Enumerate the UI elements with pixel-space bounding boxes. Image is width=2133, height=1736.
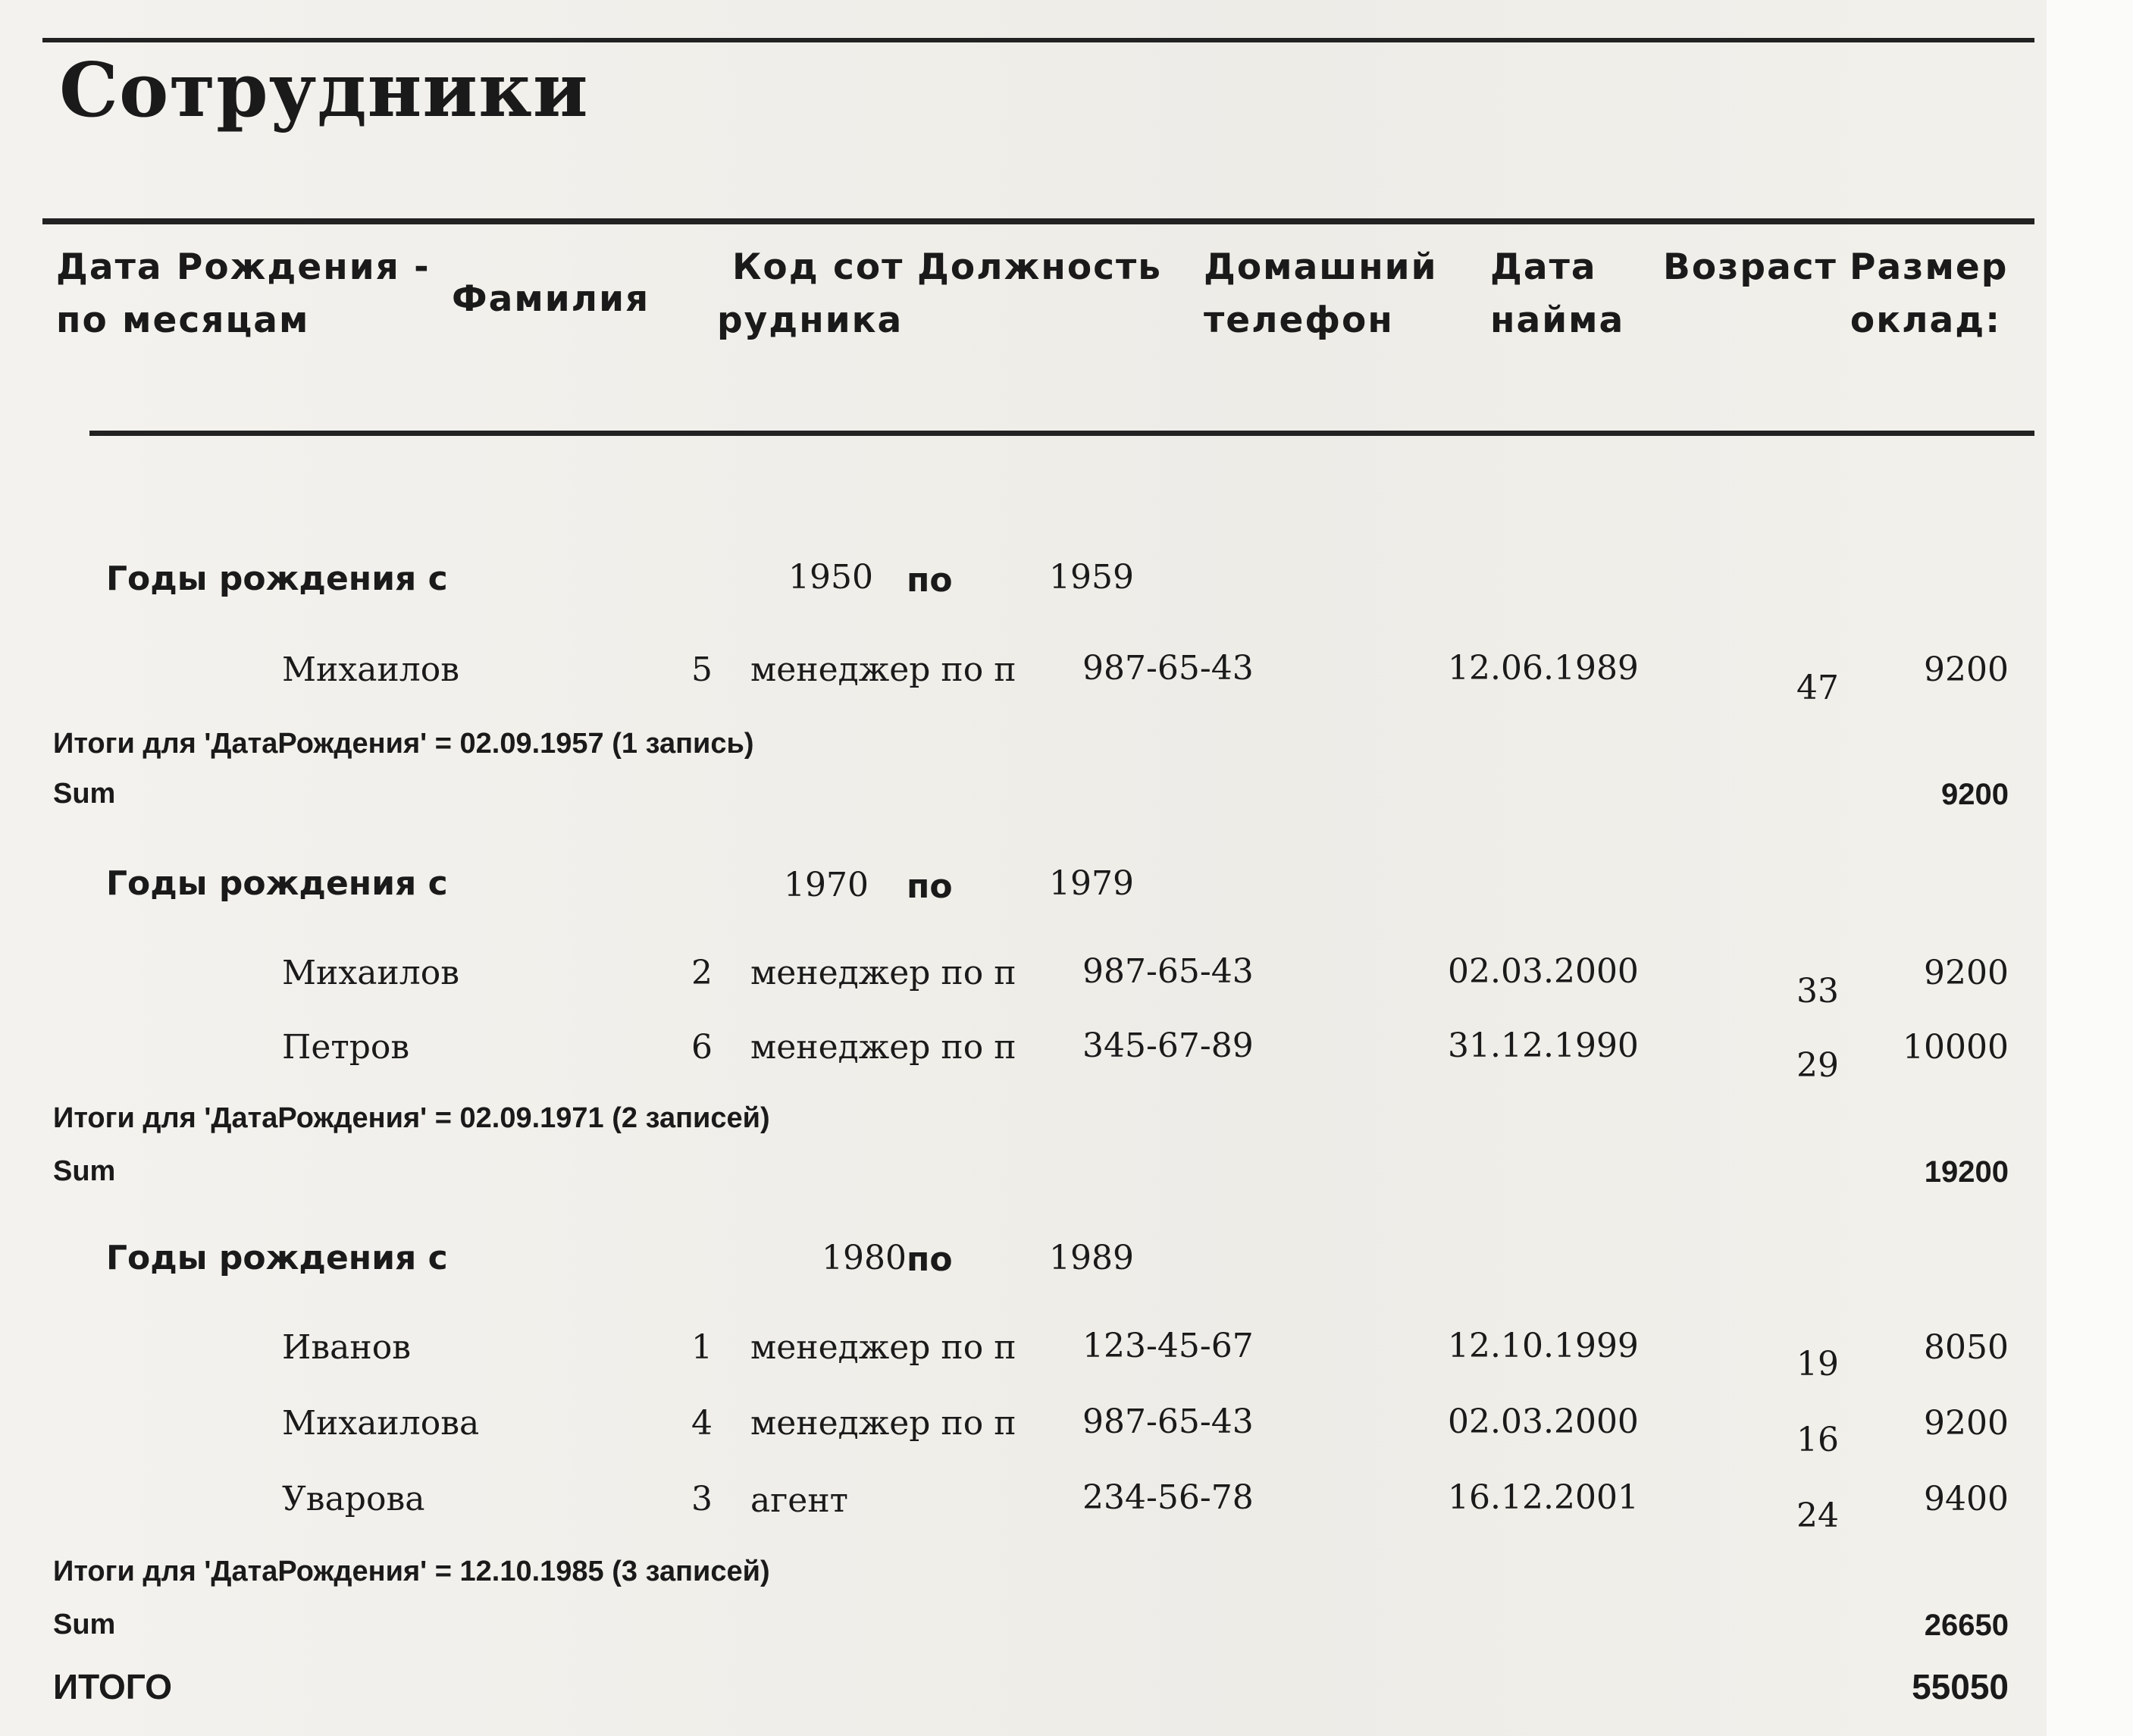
group-summary: Итоги для 'ДатаРождения' = 12.10.1985 (3 записей) bbox=[53, 1556, 770, 1587]
group-to-label: по bbox=[907, 867, 953, 906]
column-header-age: Возраст bbox=[1663, 246, 1837, 288]
header-bottom-rule bbox=[89, 431, 2034, 436]
group-to-year: 1979 bbox=[1049, 864, 1134, 903]
group-header-label: Годы рождения с bbox=[106, 559, 448, 598]
cell-phone: 987-65-43 bbox=[1082, 952, 1254, 991]
cell-age: 24 bbox=[1796, 1496, 1839, 1535]
group-sum-label: Sum bbox=[53, 1155, 116, 1187]
cell-salary: 8050 bbox=[1924, 1328, 2009, 1367]
cell-position: агент bbox=[750, 1481, 848, 1520]
group-sum-label: Sum bbox=[53, 1609, 116, 1640]
group-header-label: Годы рождения с bbox=[106, 864, 448, 903]
cell-phone: 987-65-43 bbox=[1082, 649, 1254, 688]
cell-age: 33 bbox=[1796, 972, 1839, 1011]
cell-position: менеджер по п bbox=[750, 650, 1016, 689]
cell-surname: Михаилов bbox=[282, 954, 459, 992]
cell-position: менеджер по п bbox=[750, 1028, 1016, 1067]
cell-position: менеджер по п bbox=[750, 1328, 1016, 1367]
cell-age: 47 bbox=[1796, 669, 1839, 707]
cell-surname: Михаилов bbox=[282, 650, 459, 689]
cell-salary: 9200 bbox=[1924, 650, 2009, 689]
column-header-hire-date: Дата найма bbox=[1490, 246, 1625, 341]
column-header-surname: Фамилия bbox=[452, 278, 650, 320]
group-to-label: по bbox=[907, 1240, 953, 1279]
group-sum-value: 19200 bbox=[1924, 1155, 2009, 1189]
cell-code: 4 bbox=[691, 1404, 713, 1443]
cell-age: 29 bbox=[1796, 1046, 1839, 1085]
grand-total-value: 55050 bbox=[1912, 1667, 2009, 1706]
group-from-year: 1950 bbox=[788, 558, 873, 597]
group-from-year: 1970 bbox=[784, 866, 869, 904]
cell-code: 1 bbox=[691, 1328, 713, 1367]
group-header-label: Годы рождения с bbox=[106, 1239, 448, 1277]
cell-hire-date: 12.10.1999 bbox=[1448, 1327, 1639, 1365]
cell-phone: 234-56-78 bbox=[1082, 1478, 1254, 1517]
cell-code: 2 bbox=[691, 954, 713, 992]
title-top-rule bbox=[42, 38, 2034, 42]
group-from-year: 1980 bbox=[822, 1239, 907, 1277]
cell-hire-date: 16.12.2001 bbox=[1448, 1478, 1639, 1517]
column-header-phone: Домашний телефон bbox=[1204, 246, 1438, 341]
group-summary: Итоги для 'ДатаРождения' = 02.09.1957 (1 запись) bbox=[53, 728, 754, 760]
cell-age: 19 bbox=[1796, 1345, 1839, 1383]
cell-salary: 9400 bbox=[1924, 1480, 2009, 1518]
cell-hire-date: 02.03.2000 bbox=[1448, 952, 1639, 991]
cell-surname: Петров bbox=[282, 1028, 410, 1067]
group-summary: Итоги для 'ДатаРождения' = 02.09.1971 (2 записей) bbox=[53, 1102, 770, 1134]
column-header-birthdate: Дата Рождения - по месяцам bbox=[56, 246, 431, 341]
cell-surname: Иванов bbox=[282, 1328, 411, 1367]
column-header-code: Код сот рудника bbox=[717, 246, 904, 341]
cell-hire-date: 02.03.2000 bbox=[1448, 1402, 1639, 1441]
cell-hire-date: 31.12.1990 bbox=[1448, 1026, 1639, 1065]
cell-surname: Уварова bbox=[282, 1480, 425, 1518]
cell-code: 3 bbox=[691, 1480, 713, 1518]
column-header-salary: Размер оклад: bbox=[1850, 246, 2009, 341]
group-to-year: 1959 bbox=[1049, 558, 1134, 597]
cell-hire-date: 12.06.1989 bbox=[1448, 649, 1639, 688]
header-top-rule bbox=[42, 218, 2034, 224]
cell-age: 16 bbox=[1796, 1421, 1839, 1459]
column-header-position: Должность bbox=[917, 246, 1162, 288]
cell-surname: Михаилова bbox=[282, 1404, 480, 1443]
cell-code: 5 bbox=[691, 650, 713, 689]
cell-code: 6 bbox=[691, 1028, 713, 1067]
group-sum-value: 9200 bbox=[1941, 778, 2009, 811]
cell-phone: 123-45-67 bbox=[1082, 1327, 1254, 1365]
cell-phone: 987-65-43 bbox=[1082, 1402, 1254, 1441]
group-to-year: 1989 bbox=[1049, 1239, 1134, 1277]
cell-salary: 9200 bbox=[1924, 1404, 2009, 1443]
group-to-label: по bbox=[907, 561, 953, 600]
page-title: Сотрудники bbox=[59, 47, 589, 134]
cell-phone: 345-67-89 bbox=[1082, 1026, 1254, 1065]
group-sum-label: Sum bbox=[53, 778, 116, 810]
cell-position: менеджер по п bbox=[750, 1404, 1016, 1443]
cell-salary: 9200 bbox=[1924, 954, 2009, 992]
cell-position: менеджер по п bbox=[750, 954, 1016, 992]
cell-salary: 10000 bbox=[1903, 1028, 2009, 1067]
group-sum-value: 26650 bbox=[1924, 1609, 2009, 1642]
grand-total-label: ИТОГО bbox=[53, 1667, 173, 1706]
page-edge bbox=[2047, 0, 2133, 1736]
